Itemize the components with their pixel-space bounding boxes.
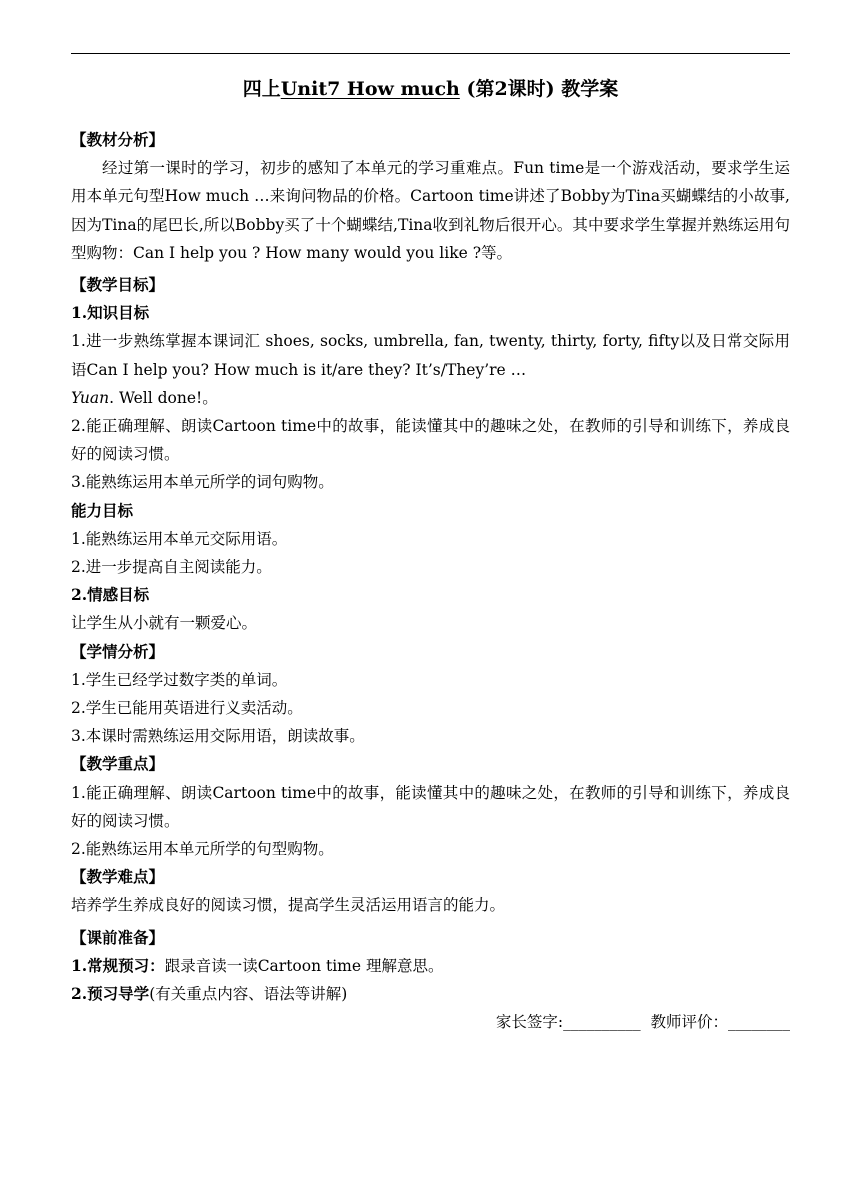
learners-item-3: 3.本课时需熟练运用交际用语，朗读故事。: [71, 727, 365, 746]
knowledge-goal-1-italic: Yuan: [71, 388, 110, 407]
preparation-item-1-text: 跟录音读一读Cartoon time 理解意思。: [164, 956, 444, 975]
preparation-item-2: [71, 980, 790, 1008]
signature-line: [71, 1008, 790, 1036]
knowledge-goal-1: [71, 327, 790, 412]
preparation-item-1-label: 1.常规预习：: [71, 955, 165, 975]
knowledge-goal-heading: 1.知识目标: [71, 303, 150, 323]
ability-goal-heading: 能力目标: [71, 500, 134, 520]
teacher-evaluation-field: 教师评价：________: [650, 1013, 790, 1032]
learners-item-1: 1.学生已经学过数字类的单词。: [71, 670, 288, 689]
emotion-goal-heading: 2.情感目标: [71, 585, 150, 605]
preparation-item-2-label: 2.预习导学: [71, 984, 150, 1004]
goals-heading: 【教学目标】: [71, 275, 165, 295]
preparation-item-1: [71, 952, 790, 980]
analysis-body: 经过第一课时的学习，初步的感知了本单元的学习重难点。Fun time是一个游戏活动，要求学生运用本单元句型How much …来询问物品的价格。Cartoon time讲述了Bobby为Tina买蝴蝶结的小故事,因为Tina的尾巴长,所以Bobby买了十个蝴蝶结,Tina收到礼物后很开心。其中要求学生掌握并熟练运用句型购物：Can I help you ? How many would you like ?等。: [71, 159, 790, 262]
analysis-heading: 【教材分析】: [71, 130, 165, 149]
emotion-goal-1: 让学生从小就有一颗爱心。: [71, 614, 258, 633]
knowledge-goal-1-end: . Well done!。: [109, 388, 218, 407]
key-point-1: 1.能正确理解、朗读Cartoon time中的故事，能读懂其中的趣味之处，在教师的引导和训练下，养成良好的阅读习惯。: [71, 783, 790, 830]
parent-signature-field: 家长签字:__________: [495, 1013, 641, 1032]
knowledge-goal-2: 2.能正确理解、朗读Cartoon time中的故事，能读懂其中的趣味之处，在教师的引导和训练下，养成良好的阅读习惯。: [71, 417, 790, 464]
preparation-item-2-text: (有关重点内容、语法等讲解): [149, 985, 348, 1004]
ability-goal-2: 2.进一步提高自主阅读能力。: [71, 558, 272, 577]
title-prefix: 四上: [242, 78, 281, 100]
title-suffix: (第2课时) 教学案: [466, 78, 619, 100]
lesson-plan-page: [71, 74, 790, 1037]
title-unit: Unit7 How much: [280, 78, 460, 100]
difficulty-1: 培养学生养成良好的阅读习惯，提高学生灵活运用语言的能力。: [71, 896, 506, 915]
page-title: [71, 74, 790, 104]
preparation-heading: 【课前准备】: [71, 927, 165, 947]
key-point-2: 2.能熟练运用本单元所学的句型购物。: [71, 840, 334, 859]
ability-goal-1: 1.能熟练运用本单元交际用语。: [71, 529, 288, 548]
learners-item-2: 2.学生已能用英语进行义卖活动。: [71, 699, 303, 718]
difficulties-heading: 【教学难点】: [71, 867, 165, 887]
knowledge-goal-1-main: 1.进一步熟练掌握本课词汇 shoes, socks, umbrella, fan, twenty, thirty, forty, fifty以及日常交际用语Can I help you? How much is it/are they? It’s/They’re …: [71, 332, 790, 379]
knowledge-goal-3: 3.能熟练运用本单元所学的词句购物。: [71, 473, 334, 492]
header-rule: [71, 53, 790, 54]
key-points-heading: 【教学重点】: [71, 754, 165, 774]
learners-heading: 【学情分析】: [71, 641, 165, 661]
